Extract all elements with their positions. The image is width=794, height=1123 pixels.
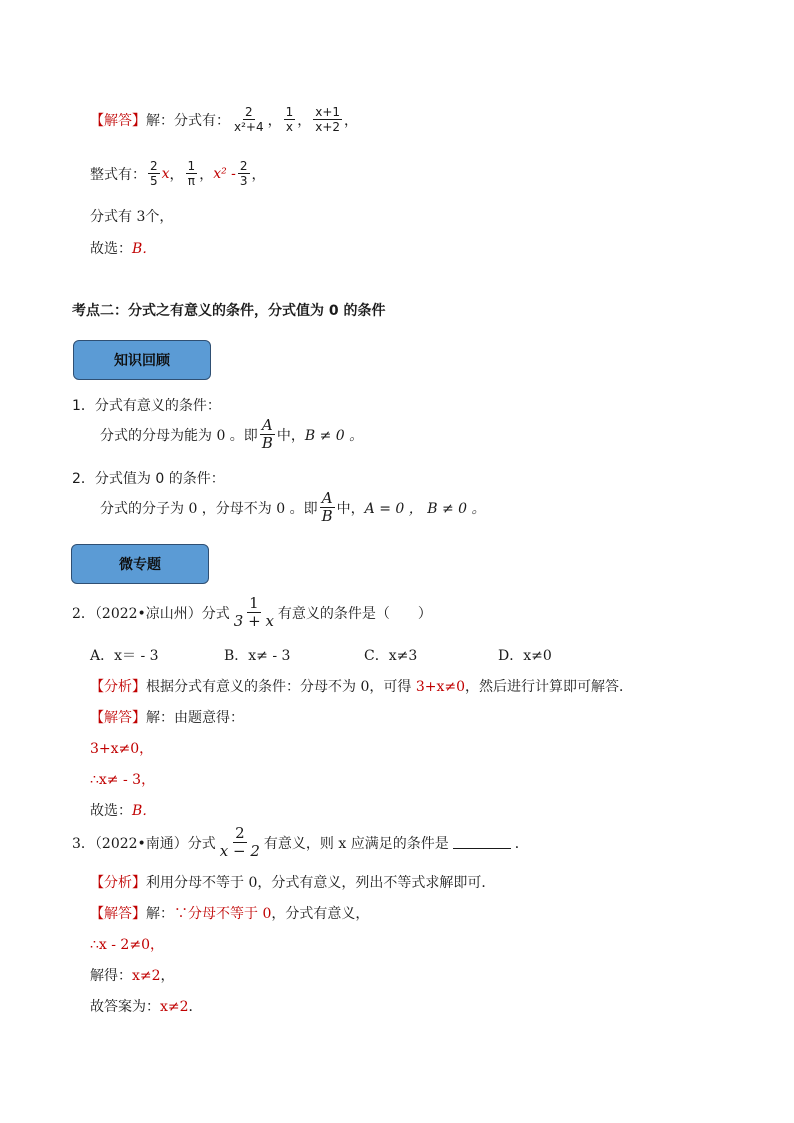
item2-title: 2．分式值为 0 的条件：: [72, 471, 225, 487]
section-title: 考点二：分式之有意义的条件，分式值为 0 的条件: [72, 303, 386, 319]
answer-tag: 【解答】: [90, 112, 146, 129]
item1-title: 1．分式有意义的条件：: [72, 398, 221, 414]
micro-topic-banner: 微专题: [71, 544, 209, 584]
fraction: $\frac{1}{\pi}$: [187, 159, 196, 188]
fraction: $\frac{1}{3 + x}$: [233, 594, 274, 630]
q3-step2: 解得：x≠2，: [90, 968, 175, 984]
q2-solution: 【解答】解：由题意得：: [90, 710, 244, 726]
q2-option-c: C．x≠3: [364, 648, 418, 664]
fraction: $\frac{2}{x - 2}$: [219, 824, 260, 860]
fraction: $\frac{1}{x}$: [285, 105, 294, 134]
q3-stem: 3．（2022•南通）分式 $\frac{2}{x - 2}$ 有意义，则 x 应满足的条件是 ．: [72, 824, 529, 860]
q1-answer-line: 【解答】 解： 分式有： $\frac{2}{\text{x²+4}}$ ， $\frac{1}{x}$ ， $\frac{x+1}{x+2}$ ，: [90, 105, 359, 134]
fraction: $\frac{x+1}{x+2}$: [315, 105, 341, 134]
q3-final: 故答案为：x≠2．: [90, 999, 203, 1015]
q3-solution: 【解答】解：∵分母不等于 0，分式有意义，: [90, 906, 370, 922]
fraction: $\frac{2}{3}$: [239, 159, 248, 188]
q2-option-d: D．x≠0: [498, 648, 552, 664]
q1-zhengshi-line: 整式有： $\frac{2}{5}$ x ， $\frac{1}{\pi}$ ， x² - $\frac{2}{3}$ ，: [90, 159, 266, 188]
fraction: $\frac{2}{\text{x²+4}}$: [234, 105, 264, 134]
fraction: $\frac{A}{B}$: [261, 416, 273, 452]
fraction: $\frac{A}{B}$: [321, 489, 333, 525]
q3-step1: ∴x - 2≠0，: [90, 937, 164, 953]
q2-option-a: A．x＝ - 3: [90, 648, 159, 664]
q2-step2: ∴x≠ - 3，: [90, 772, 156, 788]
answer-blank[interactable]: [453, 836, 511, 849]
q1-count: 分式有 3个，: [90, 209, 174, 225]
q1-final: 故选：B．: [90, 241, 157, 257]
q3-analysis: 【分析】利用分母不等于 0，分式有意义，列出不等式求解即可．: [90, 875, 496, 891]
q2-step1: 3+x≠0，: [90, 741, 154, 757]
review-banner: 知识回顾: [73, 340, 211, 380]
q2-option-b: B．x≠ - 3: [224, 648, 291, 664]
q2-stem: 2．（2022•凉山州）分式 $\frac{1}{3 + x}$ 有意义的条件是（ ）: [72, 594, 432, 630]
q2-analysis: 【分析】根据分式有意义的条件：分母不为 0，可得 3+x≠0，然后进行计算即可解答．: [90, 679, 633, 695]
item1-body: 分式的分母为能为 0 。即 $\frac{A}{B}$ 中， B ≠ 0 。: [100, 416, 364, 452]
q2-final: 故选：B．: [90, 803, 157, 819]
fraction: $\frac{2}{5}$: [150, 159, 158, 188]
item2-body: 分式的分子为 0 ，分母不为 0 。即 $\frac{A}{B}$ 中， A = 0 ， B ≠ 0 。: [100, 489, 486, 525]
